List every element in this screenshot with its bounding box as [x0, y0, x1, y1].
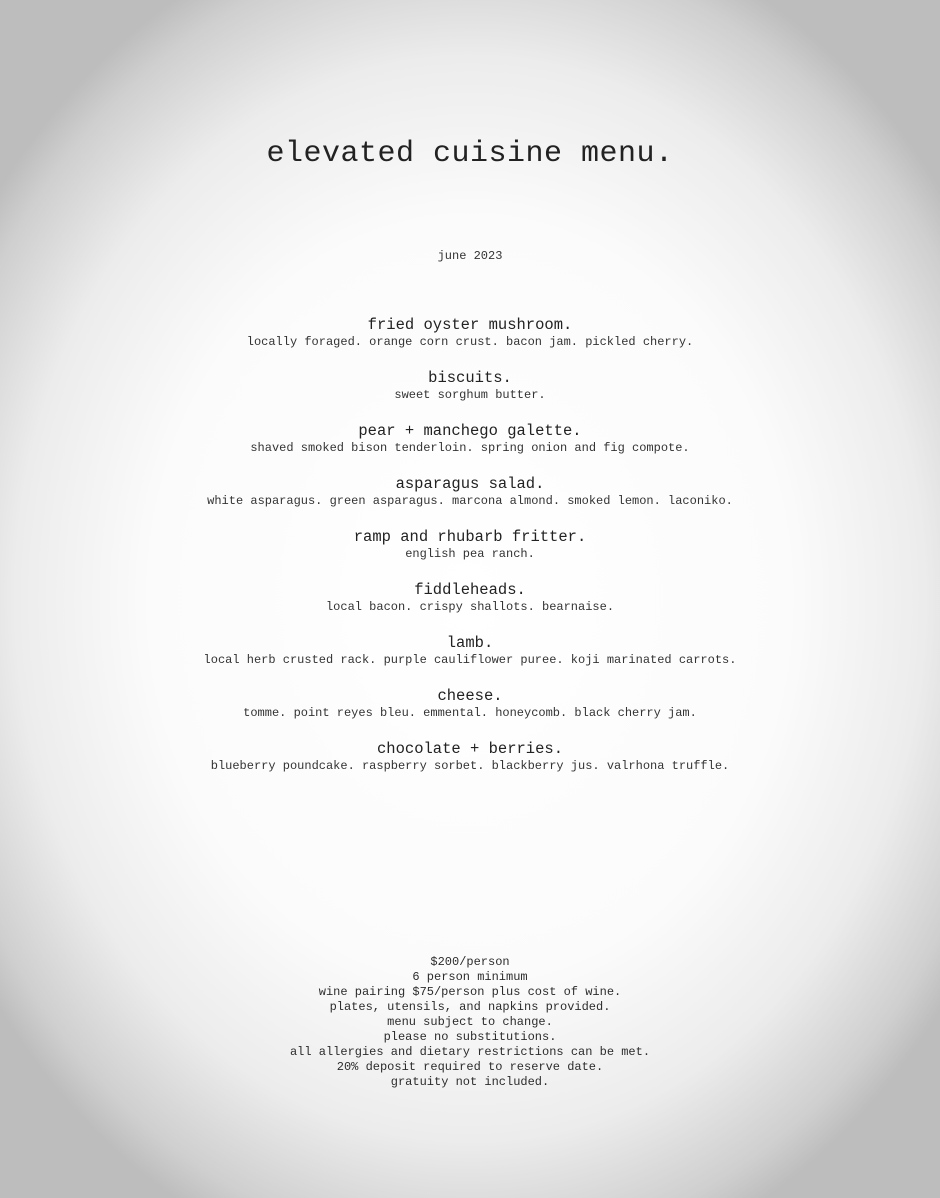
course-description: locally foraged. orange corn crust. bacon jam. pickled cherry. — [246, 335, 694, 349]
course-name: fried oyster mushroom. — [367, 316, 573, 334]
menu-footer — [0, 955, 940, 1090]
course-description: local herb crusted rack. purple cauliflower puree. koji marinated carrots. — [203, 653, 737, 667]
course-name: asparagus salad. — [395, 475, 545, 493]
course-description: english pea ranch. — [405, 547, 535, 561]
course-item — [0, 422, 940, 475]
course-item — [0, 687, 940, 740]
course-description: sweet sorghum butter. — [394, 388, 546, 402]
course-item — [0, 316, 940, 369]
change-notice-text: menu subject to change. — [387, 1015, 553, 1029]
course-description: white asparagus. green asparagus. marcona almond. smoked lemon. laconiko. — [207, 494, 733, 508]
course-item — [0, 740, 940, 793]
course-name: biscuits. — [428, 369, 512, 387]
course-item — [0, 475, 940, 528]
course-description: shaved smoked bison tenderloin. spring onion and fig compote. — [250, 441, 690, 455]
menu-title: elevated cuisine menu. — [266, 137, 674, 171]
price-text: $200/person — [430, 955, 510, 969]
gratuity-text: gratuity not included. — [390, 1075, 550, 1089]
course-name: lamb. — [446, 634, 494, 652]
course-item — [0, 634, 940, 687]
course-name: ramp and rhubarb fritter. — [353, 528, 587, 546]
course-name: chocolate + berries. — [376, 740, 564, 758]
deposit-text: 20% deposit required to reserve date. — [336, 1060, 604, 1074]
allergies-text: all allergies and dietary restrictions can be met. — [289, 1045, 651, 1059]
course-item — [0, 528, 940, 581]
course-name: pear + manchego galette. — [358, 422, 582, 440]
course-list — [0, 316, 940, 793]
minimum-text: 6 person minimum — [412, 970, 528, 984]
course-description: tomme. point reyes bleu. emmental. honeycomb. black cherry jam. — [243, 706, 697, 720]
provided-text: plates, utensils, and napkins provided. — [329, 1000, 611, 1014]
course-item — [0, 369, 940, 422]
course-item — [0, 581, 940, 634]
wine-pairing-text: wine pairing $75/person plus cost of wine. — [318, 985, 622, 999]
course-description: blueberry poundcake. raspberry sorbet. blackberry jus. valrhona truffle. — [210, 759, 730, 773]
substitutions-text: please no substitutions. — [383, 1030, 557, 1044]
menu-date: june 2023 — [437, 249, 503, 263]
course-name: cheese. — [437, 687, 503, 705]
course-description: local bacon. crispy shallots. bearnaise. — [325, 600, 615, 614]
course-name: fiddleheads. — [414, 581, 526, 599]
